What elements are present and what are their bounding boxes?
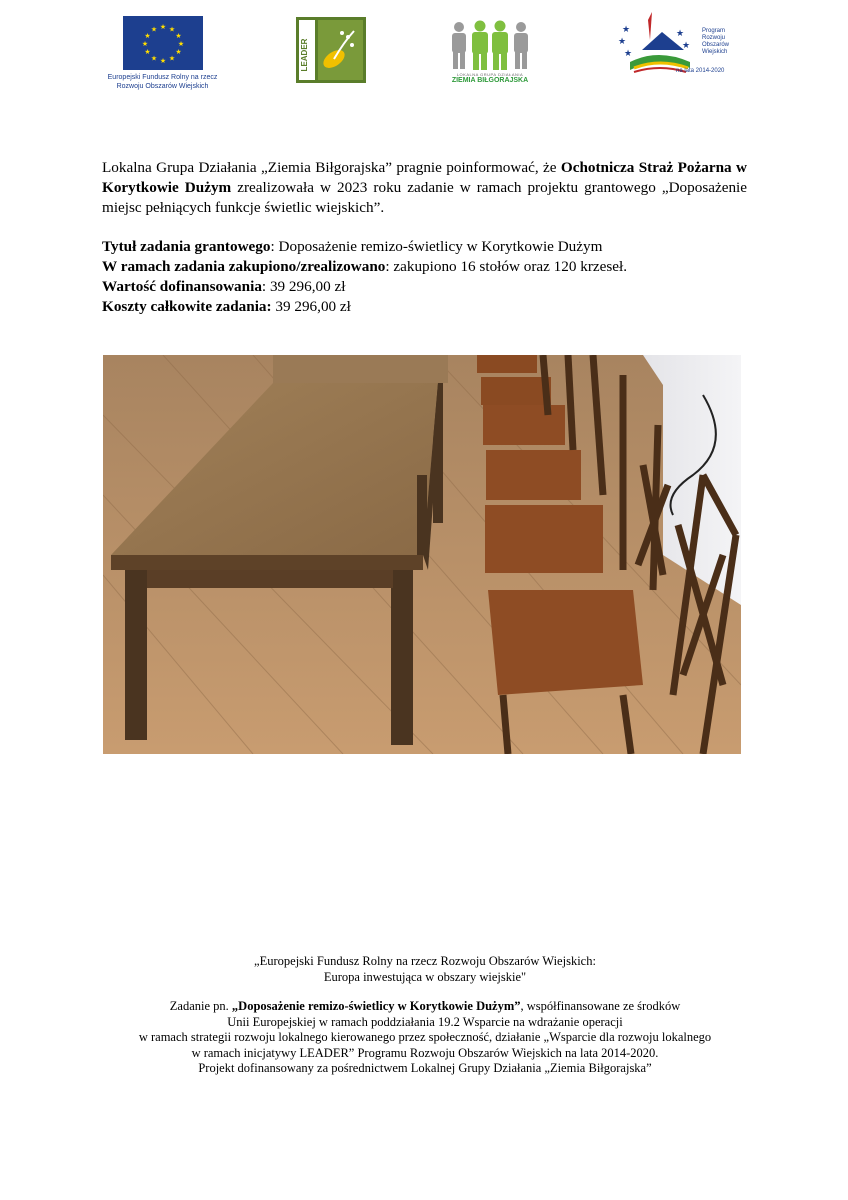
prow-years: na lata 2014-2020 [676,68,725,74]
leader-logo [296,17,366,83]
svg-text:★: ★ [141,40,149,48]
svg-text:★: ★ [624,49,633,59]
svg-text:★: ★ [676,29,685,39]
svg-text:★: ★ [168,54,176,63]
svg-text:★: ★ [159,57,167,65]
organization-name: Ochotnicza Straż Pożarna w Korytkowie Dużym [102,159,747,196]
svg-text:★: ★ [622,25,631,35]
lgd-caption: LOKALNA GRUPA DZIAŁANIA ZIEMIA BIŁGORAJSKA [451,72,529,84]
task-title-line: Tytuł zadania grantowego: Doposażenie remizo-świetlicy w Korytkowie Dużym [102,238,603,255]
svg-text:★: ★ [175,32,182,40]
footer-task-line: Zadanie pn. „Doposażenie remizo-świetlicy w Korytkowie Dużym”, współfinansowane ze środków [169,999,681,1013]
task-total-line: Koszty całkowite zadania: 39 296,00 zł [102,298,351,315]
svg-text:★: ★ [175,48,182,56]
prow-caption: Program Rozwoju Obszarów Wiejskich [702,28,730,55]
task-details [102,237,747,317]
svg-text:★: ★ [177,40,185,48]
prow-logo [614,10,700,76]
footer-notice: „Europejski Fundusz Rolny na rzecz Rozwoju Obszarów Wiejskich: Europa inwestująca w obszary wiejskie" Zadanie pn. „Doposażenie remizo-świetlicy w Korytkowie Dużym”, współfinansowane ze środków Unii Europejskiej w ramach poddziałania 19.2 Wsparcie na wdrażanie operacji w ramach strategii rozwoju lokalnego kierowanego przez społeczność, działanie „Wsparcie dla rozwoju lokalnego w ramach inicjatywy LEADER” Programu Rozwoju Obszarów Wiejskich na lata 2014-2020. Projekt dofinansowany za pośrednictwem Lokalnej Grupy Działania „Ziemia Biłgorajska” [80,954,770,1077]
svg-text:★: ★ [150,25,158,34]
eu-fund-caption: Europejski Fundusz Rolny na rzecz Rozwoju Obszarów Wiejskich [107,74,218,90]
svg-text:★: ★ [618,37,627,47]
svg-text:★: ★ [150,54,158,63]
lgd-people-logo [447,20,533,72]
task-funding-line: Wartość dofinansowania: 39 296,00 zł [102,278,346,295]
svg-text:★: ★ [168,25,176,34]
eu-flag-logo [123,16,203,70]
svg-text:★: ★ [682,41,691,51]
svg-text:LEADER: LEADER [300,38,309,72]
logo-bar [0,0,848,100]
intro-paragraph: Lokalna Grupa Działania „Ziemia Biłgorajska” pragnie poinformować, że Ochotnicza Straż Pożarna w Korytkowie Dużym zrealizowała w 2023 roku zadanie w ramach projektu grantowego „Doposażenie miejsc pełniących funkcje świetlic wiejskich”. [102,159,748,216]
task-purchased-line: W ramach zadania zakupiono/zrealizowano: zakupiono 16 stołów oraz 120 krzeseł. [102,258,628,275]
svg-text:★: ★ [159,23,167,31]
furniture-photo [103,355,741,754]
svg-text:★: ★ [144,48,151,56]
svg-text:★: ★ [144,32,151,40]
